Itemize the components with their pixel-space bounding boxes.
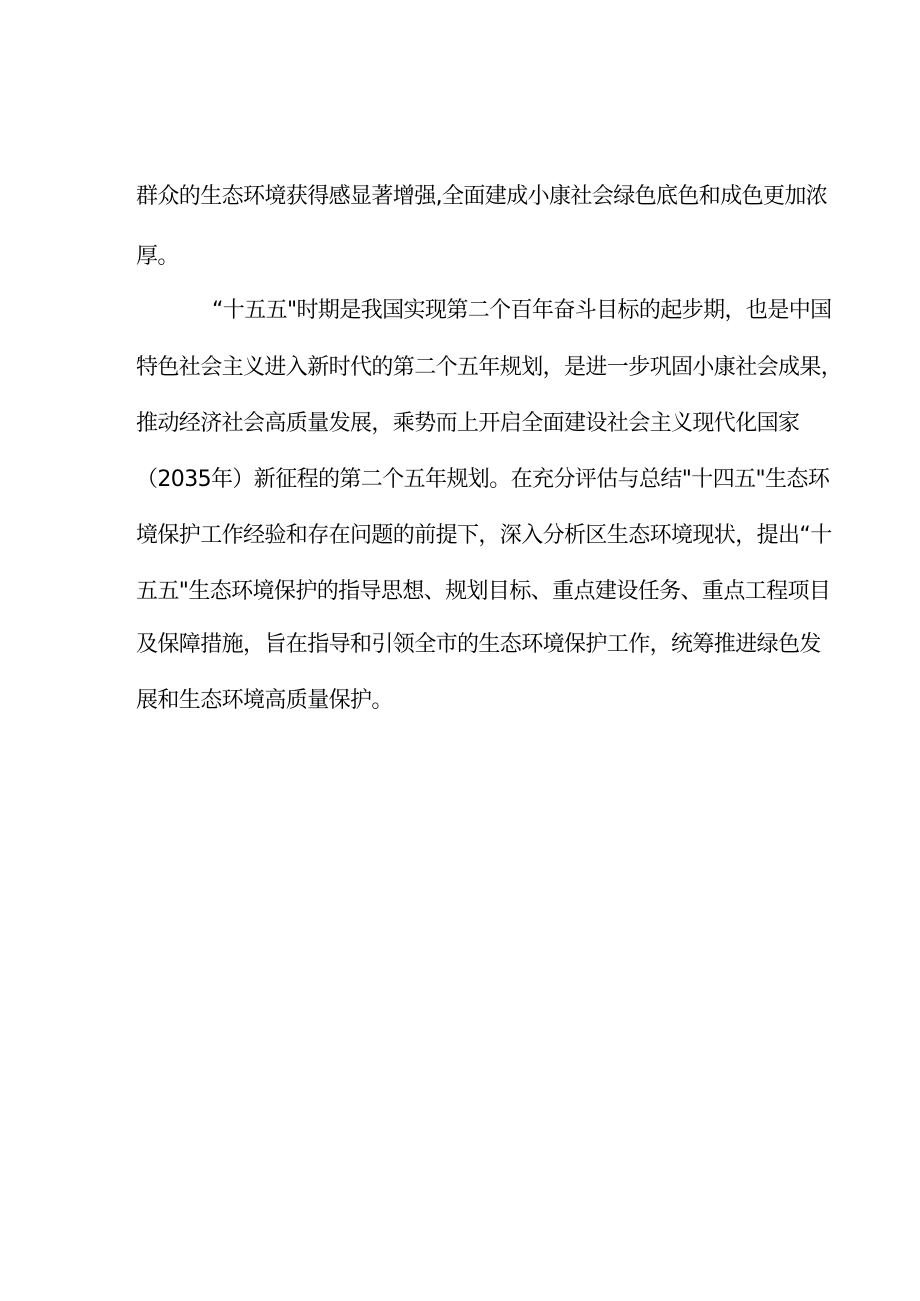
paragraph-2-line-8: 展和生态环境高质量保护。 (136, 688, 393, 713)
paragraph-2-line-6: 五五"生态环境保护的指导思想、规划目标、重点建设任务、重点工程项目 (136, 579, 831, 604)
paragraph-2-line-2: 特色社会主义进入新时代的第二个五年规划，是进一步巩固小康社会成果， (136, 355, 843, 380)
paragraph-2-line-3: 推动经济社会高质量发展，乘势而上开启全面建设社会主义现代化国家 (136, 411, 800, 436)
paragraph-1-line-2: 厚。 (136, 244, 179, 269)
paragraph-2-line-7: 及保障措施，旨在指导和引领全市的生态环境保护工作，统筹推进绿色发 (136, 632, 821, 657)
paragraph-2-line-5: 境保护工作经验和存在问题的前提下，深入分析区生态环境现状，提出“十 (136, 523, 832, 548)
paragraph-1-line-1: 群众的生态环境获得感显著增强,全面建成小康社会绿色底色和成色更加浓 (136, 184, 828, 209)
paragraph-2-line-4: （2035年）新征程的第二个五年规划。在充分评估与总结"十四五"生态环 (136, 467, 830, 492)
paragraph-2-line-1: “十五五"时期是我国实现第二个百年奋斗目标的起步期，也是中国 (212, 298, 832, 323)
